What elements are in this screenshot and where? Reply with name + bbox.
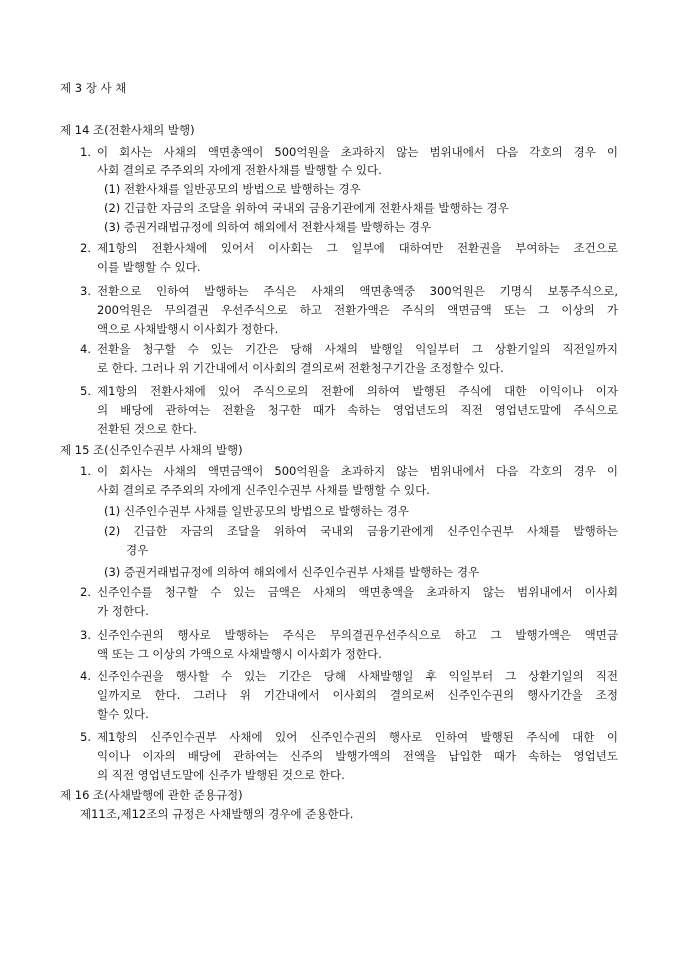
- art14-p4-line2: 로 한다. 그러나 위 기간내에서 이사회의 결의로써 전환청구기간을 조정할수 있다.: [97, 361, 504, 375]
- art15-p1-line1: 이 회사는 사채의 액면금액이 500억원을 초과하지 않는 범위내에서 다음 각호의 경우 이: [97, 464, 618, 478]
- art14-p4-number: 4.: [80, 342, 91, 356]
- art15-p4-line3: 할수 있다.: [97, 707, 149, 721]
- art14-p2-number: 2.: [80, 241, 91, 255]
- art15-p3-line1: 신주인수권의 행사로 발행하는 주식은 무의결권우선주식으로 하고 그 발행가액은 액면금: [97, 628, 618, 642]
- art14-p3-number: 3.: [80, 284, 91, 298]
- art15-p1-number: 1.: [80, 464, 91, 478]
- art15-p2-line1: 신주인수를 청구할 수 있는 금액은 사채의 액면총액을 초과하지 않는 범위내에서 이사회: [97, 585, 618, 599]
- art15-p5-line3: 의 직전 영업년도말에 신주가 발행된 것으로 한다.: [97, 768, 345, 782]
- art15-p2-number: 2.: [80, 585, 91, 599]
- art15-p3-number: 3.: [80, 628, 91, 642]
- art15-p4-line1: 신주인수권을 행사할 수 있는 기간은 당해 사채발행일 후 익일부터 그 상환기일의 직전: [97, 669, 618, 683]
- art14-p3-line1: 전환으로 인하여 발행하는 주식은 사채의 액면총액중 300억원은 기명식 보통주식으로,: [97, 284, 618, 298]
- art15-item-2-line2: 경우: [126, 543, 149, 557]
- art15-p5-line2: 익이나 이자의 배당에 관하여는 신주의 발행가액의 전액을 납입한 때가 속하는 영업년도: [97, 749, 618, 763]
- art15-item-2-line1: (2) 긴급한 자금의 조달을 위하여 국내외 금융기관에게 신주인수권부 사채를 발행하는: [104, 524, 618, 538]
- art15-p4-line2: 일까지로 한다. 그러나 위 기간내에서 이사회의 결의로써 신주인수권의 행사기간을 조정: [97, 688, 618, 702]
- art14-p3-line2: 200억원은 무의결권 우선주식으로 하고 전환가액은 주식의 액면금액 또는 그 이상의 가: [97, 303, 618, 317]
- art14-p3-line3: 액으로 사채발행시 이사회가 정한다.: [97, 322, 279, 336]
- art14-p1-number: 1.: [80, 145, 91, 159]
- article-15-heading: 제 15 조(신주인수권부 사채의 발행): [60, 443, 243, 457]
- art14-p1-line1: 이 회사는 사채의 액면총액이 500억원을 초과하지 않는 범위내에서 다음 각호의 경우 이: [97, 145, 618, 159]
- art14-p5-number: 5.: [80, 384, 91, 398]
- art14-p4-line1: 전환을 청구할 수 있는 기간은 당해 사채의 발행일 익일부터 그 상환기일의 직전일까지: [97, 342, 618, 356]
- art15-p1-line2: 사회 결의로 주주외의 자에게 신주인수권부 사채를 발행할 수 있다.: [97, 483, 430, 497]
- art14-p1-line2: 사회 결의로 주주외의 자에게 전환사채를 발행할 수 있다.: [97, 163, 382, 177]
- art15-item-1: (1) 신주인수권부 사채를 일반공모의 방법으로 발행하는 경우: [104, 504, 409, 518]
- art14-p2-line2: 이를 발행할 수 있다.: [97, 260, 201, 274]
- art15-p2-line2: 가 정한다.: [97, 604, 149, 618]
- art14-p2-line1: 제1항의 전환사채에 있어서 이사회는 그 일부에 대하여만 전환권을 부여하는 조건으로: [97, 241, 618, 255]
- article-14-heading: 제 14 조(전환사채의 발행): [60, 123, 195, 137]
- art14-item-1: (1) 전환사채를 일반공모의 방법으로 발행하는 경우: [104, 182, 361, 196]
- art15-p3-line2: 액 또는 그 이상의 가액으로 사채발행시 이사회가 정한다.: [97, 647, 382, 661]
- art15-p5-number: 5.: [80, 730, 91, 744]
- art15-p5-line1: 제1항의 신주인수권부 사채에 있어 신주인수권의 행사로 인하여 발행된 주식에 대한 이: [97, 730, 618, 744]
- article-16-heading: 제 16 조(사채발행에 관한 준용규정): [60, 788, 243, 802]
- art14-item-2: (2) 긴급한 자금의 조달을 위하여 국내외 금융기관에게 전환사채를 발행하는 경우: [104, 201, 509, 215]
- art14-item-3: (3) 증권거래법규정에 의하여 해외에서 전환사채를 발행하는 경우: [104, 220, 432, 234]
- art15-item-3: (3) 증권거래법규정에 의하여 해외에서 신주인수권부 사채를 발행하는 경우: [104, 565, 480, 579]
- art14-p5-line3: 전환된 것으로 한다.: [97, 422, 197, 436]
- art14-p5-line1: 제1항의 전환사채에 있어 주식으로의 전환에 의하여 발행된 주식에 대한 이익이나 이자: [97, 384, 618, 398]
- art16-body: 제11조,제12조의 규정은 사채발행의 경우에 준용한다.: [80, 807, 354, 821]
- chapter-title: 제 3 장 사 채: [60, 81, 127, 95]
- art15-p4-number: 4.: [80, 669, 91, 683]
- art14-p5-line2: 의 배당에 관하여는 전환을 청구한 때가 속하는 영업년도의 직전 영업년도말에 주식으로: [97, 403, 618, 417]
